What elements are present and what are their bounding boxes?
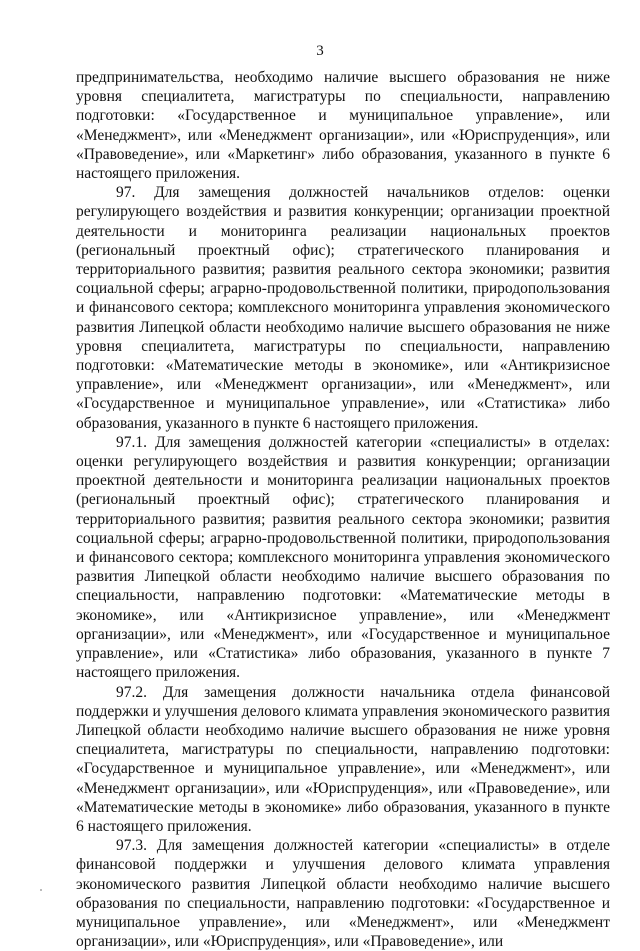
paragraph-97-1: 97.1. Для замещения должностей категории «специалисты» в отделах: оценки регулирующего воздействия и развития конкуренции; организации проектной деятельности и мониторинга реализации национальных проектов (региональный проектный офис); стратегического планирования и территориального развития; развития реального сектора экономики; развития социальной сферы; аграрно-продовольственной политики, природопользования и финансового сектора; комплексного мониторинга управления экономического развития Липецкой области необходимо наличие высшего образования по специальности, направлению подготовки: «Математические методы в экономике», или «Антикризисное управление», или «Менеджмент организации», или «Менеджмент», или «Государственное и муниципальное управление», или «Статистика» либо образования, указанного в пункте 7 настоящего приложения. <box>76 433 610 682</box>
page-number: 3 <box>316 43 324 59</box>
document-body <box>76 68 610 951</box>
scan-dot <box>40 889 42 891</box>
paragraph-97: 97. Для замещения должностей начальников отделов: оценки регулирующего воздействия и развития конкуренции; организации проектной деятельности и мониторинга реализации национальных проектов (региональный проектный офис); стратегического планирования и территориального развития; развития реального сектора экономики; развития социальной сферы; аграрно-продовольственной политики, природопользования и финансового сектора; комплексного мониторинга управления экономического развития Липецкой области необходимо наличие высшего образования не ниже уровня специалитета, магистратуры по специальности, направлению подготовки: «Математические методы в экономике», или «Антикризисное управление», или «Менеджмент организации», или «Менеджмент», или «Государственное и муниципальное управление», или «Статистика» либо образования, указанного в пункте 6 настоящего приложения. <box>76 184 610 432</box>
paragraph-continuation: предпринимательства, необходимо наличие высшего образования не ниже уровня специалитета, магистратуры по специальности, направлению подготовки: «Государственное и муниципальное управление», или «Менеджмент», или «Менеджмент организации», или «Юриспруденция», или «Правоведение», или «Маркетинг» либо образования, указанного в пункте 6 настоящего приложения. <box>76 69 610 183</box>
paragraph-97-2: 97.2. Для замещения должности начальника отдела финансовой поддержки и улучшения делового климата управления экономического развития Липецкой области необходимо наличие высшего образования не ниже уровня специалитета, магистратуры по специальности, направлению подготовки: «Государственное и муниципальное управление», или «Менеджмент», или «Менеджмент организации», или «Юриспруденция», или «Правоведение», или «Математические методы в экономике» либо образования, указанного в пункте 6 настоящего приложения. <box>76 683 610 835</box>
paragraph-97-3: 97.3. Для замещения должностей категории «специалисты» в отделе финансовой поддержки и улучшения делового климата управления экономического развития Липецкой области необходимо наличие высшего образования по специальности, направлению подготовки: «Государственное и муниципальное управление», или «Менеджмент», или «Менеджмент организации», или «Юриспруденция», или «Правоведение», или <box>76 837 610 951</box>
